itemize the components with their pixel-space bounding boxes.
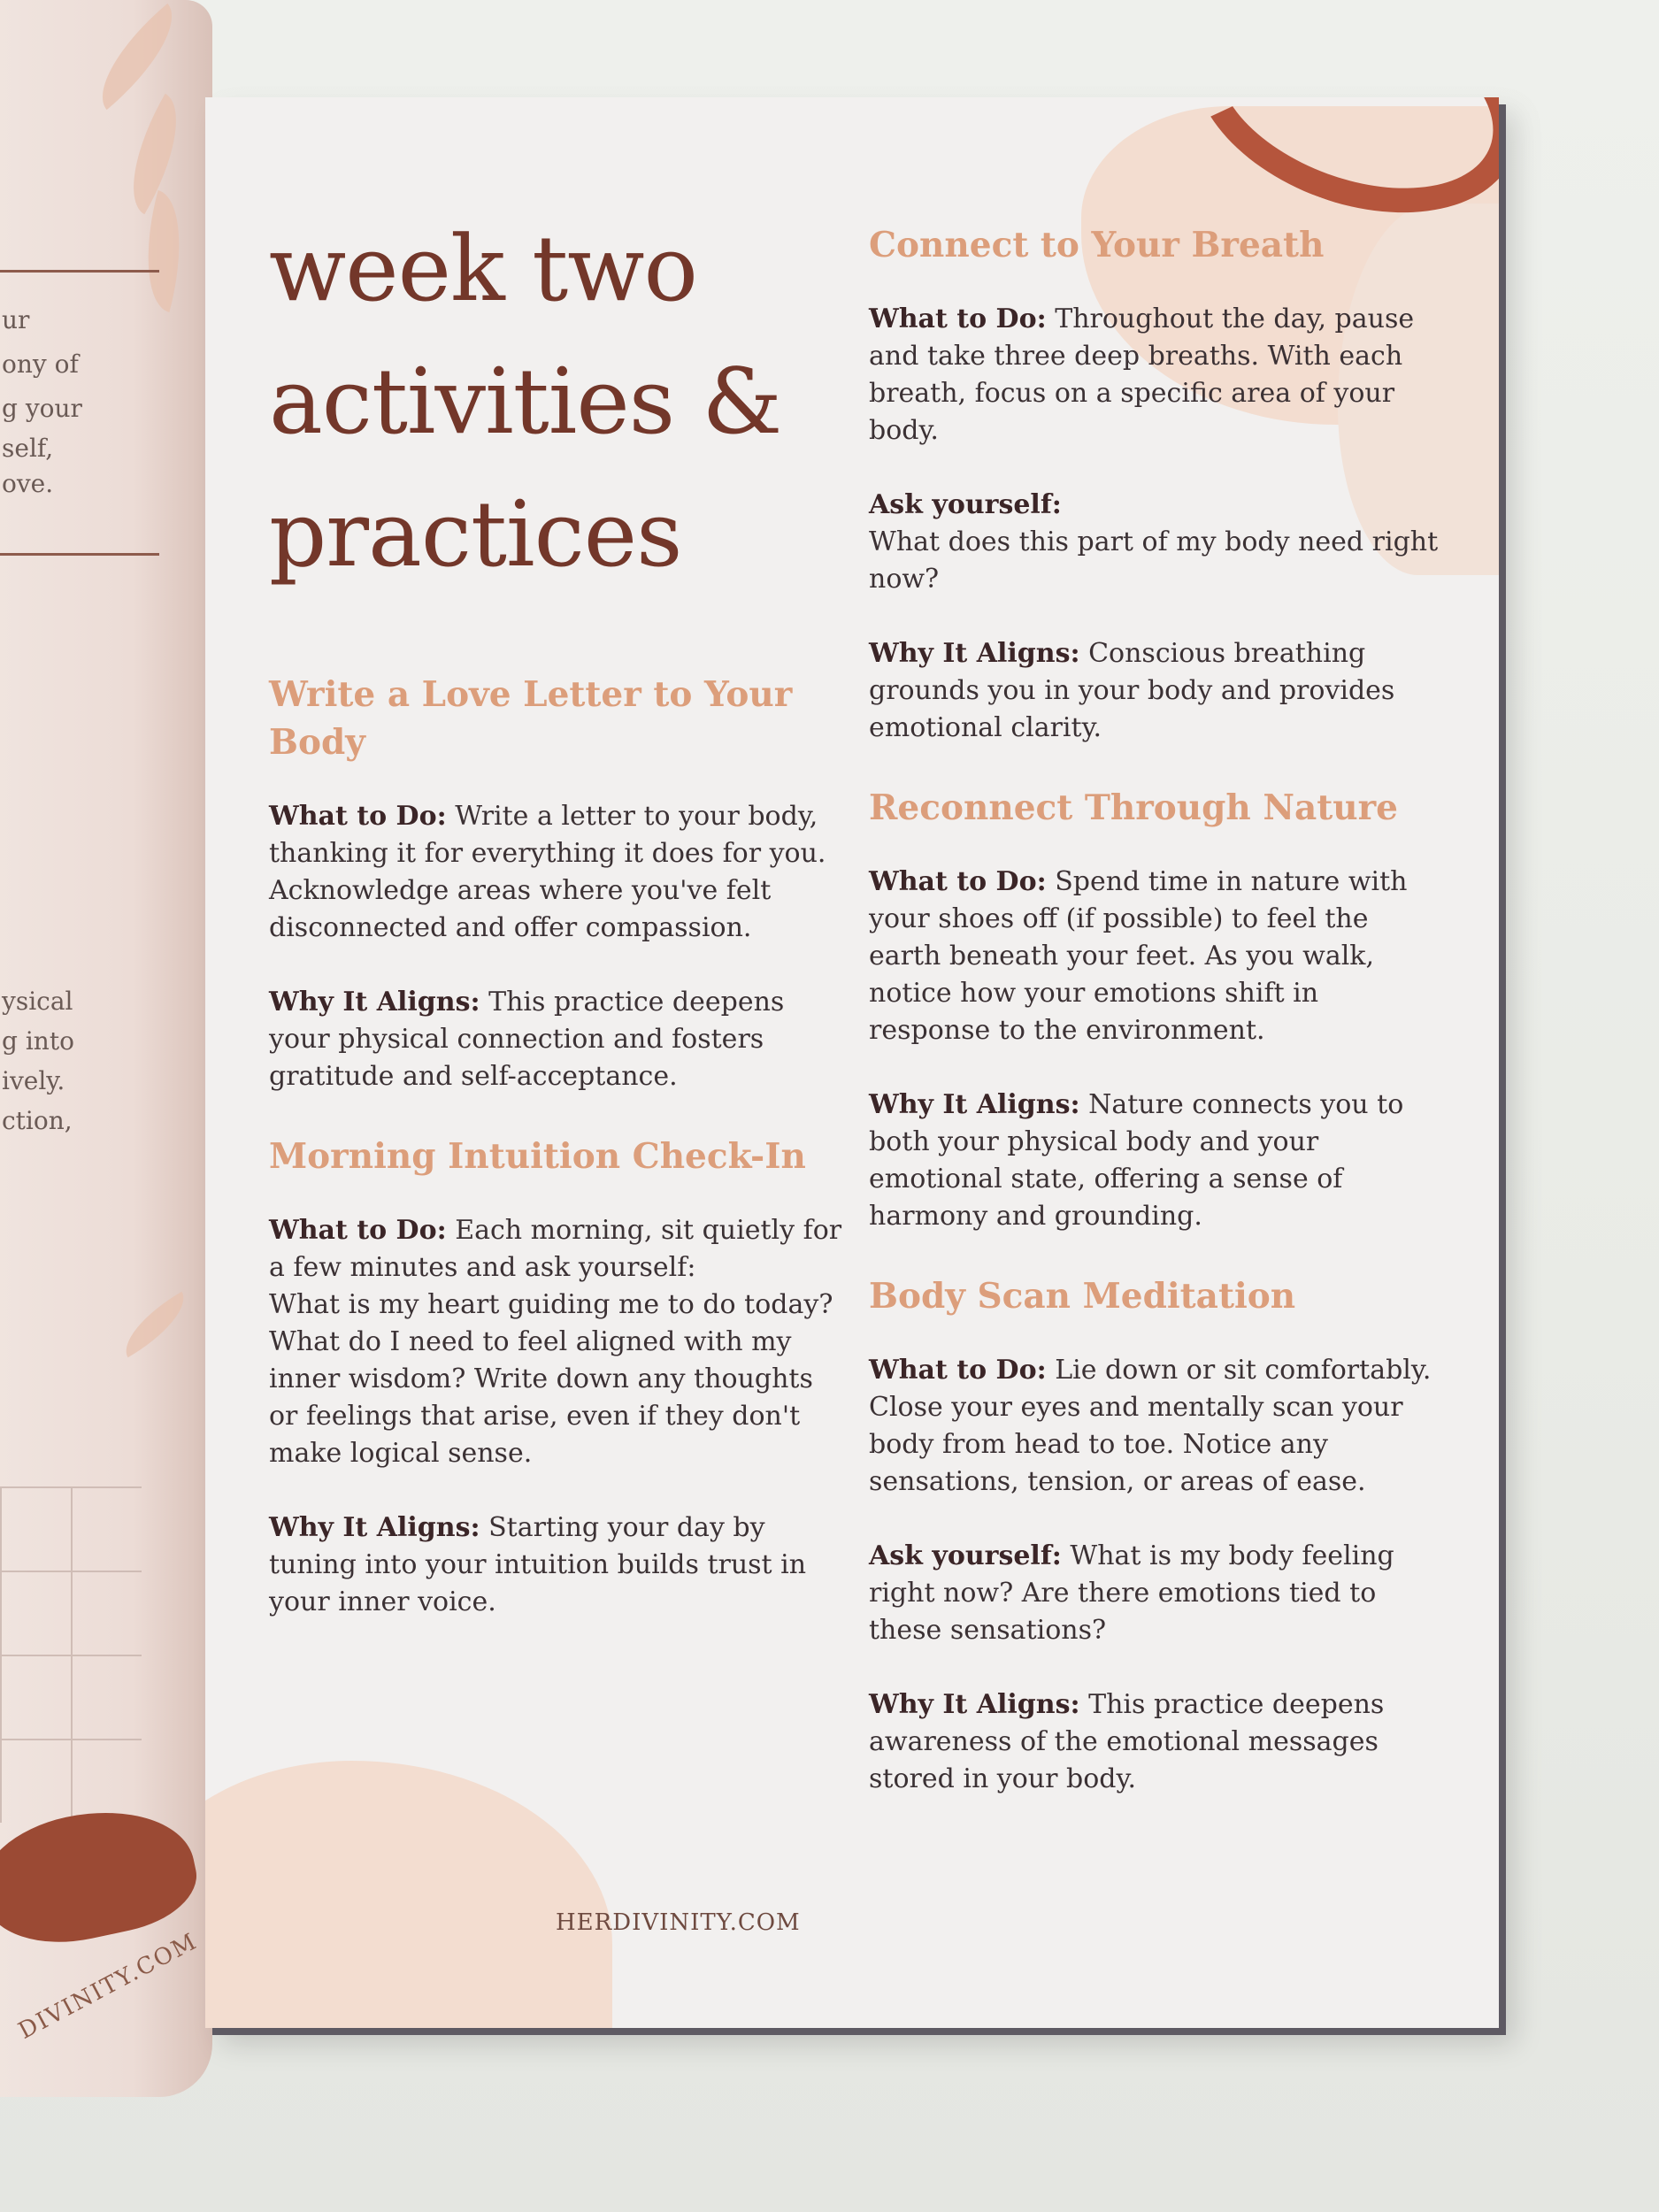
previous-page [0,0,212,2097]
body-text: Each morning, sit quietly for a few minutes and ask yourself: [269,1215,842,1283]
text-fragment: ony of [2,349,79,379]
body-text: What is my heart guiding me to do today? What do I need to feel aligned with my inner wisdom? Write down any thoughts or feelings that arise, even if they don't make logical sense. [269,1289,833,1469]
text-fragment: ur [2,305,30,334]
previous-page-url: DIVINITY.COM [14,1928,203,2045]
label: Why It Aligns: [269,987,480,1018]
body-text: What is my body feeling right now? Are there emotions tied to these sensations? [869,1540,1394,1646]
section-heading: Body Scan Meditation [869,1276,1296,1317]
title-line: practices [269,482,682,588]
text-fragment: ively. [2,1066,65,1095]
what-to-do [269,798,844,947]
label: Why It Aligns: [869,1089,1080,1120]
leaf-decoration [108,94,203,215]
right-column [869,221,1444,1835]
section-body-scan [869,1272,1444,1798]
section-heading: Write a Love Letter to Your Body [269,674,793,763]
label: Ask yourself: [869,1540,1062,1571]
title-line: week two [269,217,697,322]
body-text: Starting your day by tuning into your intuition builds trust in your inner voice. [269,1512,807,1617]
text-fragment: ove. [2,469,54,498]
blob-decoration [205,1761,612,2028]
why-it-aligns [269,984,844,1095]
leaf-decoration [80,4,195,110]
label: What to Do: [869,866,1047,897]
body-text: Throughout the day, pause and take three deep breaths. With each breath, focus on a specific area of your body. [869,303,1415,446]
section-heading: Morning Intuition Check-In [269,1136,806,1177]
section-heading: Connect to Your Breath [869,225,1325,265]
grid-decoration [0,1486,142,1823]
why-it-aligns [269,1509,844,1621]
body-text: Lie down or sit comfortably. Close your eyes and mentally scan your body from head to toe. Notice any sensations, tension, or areas of ease. [869,1355,1432,1497]
label: Why It Aligns: [869,638,1080,669]
why-it-aligns [869,1686,1444,1798]
title-line: activities & [269,349,782,455]
footer-url: HERDIVINITY.COM [556,1909,801,1936]
label: What to Do: [269,801,447,832]
page-title [269,204,844,602]
ask-yourself [869,1538,1444,1649]
text-fragment: self, [2,434,54,463]
text-fragment: ysical [2,987,73,1016]
divider-line [0,270,159,273]
section-nature [869,784,1444,1235]
label: Why It Aligns: [869,1689,1080,1720]
text-fragment: g your [2,394,82,423]
divider-line [0,553,159,556]
section-morning-intuition [269,1133,844,1621]
why-it-aligns [869,1087,1444,1235]
why-it-aligns [869,635,1444,747]
body-text: Nature connects you to both your physical body and your emotional state, offering a sense of harmony and grounding. [869,1089,1404,1232]
label: Ask yourself: [869,489,1062,520]
left-column [269,204,844,1658]
body-text: This practice deepens your physical connection and fosters gratitude and self-acceptance. [269,987,785,1092]
what-to-do [869,864,1444,1049]
what-to-do [269,1212,844,1472]
label: What to Do: [869,303,1047,334]
label: What to Do: [869,1355,1047,1386]
section-breath [869,221,1444,747]
label: Why It Aligns: [269,1512,480,1543]
section-love-letter [269,671,844,1095]
label: What to Do: [269,1215,447,1246]
what-to-do [869,301,1444,449]
section-heading: Reconnect Through Nature [869,787,1398,828]
text-fragment: ction, [2,1106,73,1135]
body-text: This practice deepens awareness of the emotional messages stored in your body. [869,1689,1385,1794]
workbook-page [205,97,1499,2028]
leaf-decoration [113,1292,197,1357]
body-text: Conscious breathing grounds you in your body and provides emotional clarity. [869,638,1395,743]
body-text: Write a letter to your body, thanking it for everything it does for you. Acknowledge areas where you've felt disconnected and offer compassion. [269,801,826,943]
body-text: What does this part of my body need right now? [869,526,1439,595]
what-to-do [869,1352,1444,1501]
body-text: Spend time in nature with your shoes off (if possible) to feel the earth beneath your feet. As you walk, notice how your emotions shift in response to the environment. [869,866,1408,1046]
ask-yourself [869,487,1444,598]
text-fragment: g into [2,1026,74,1056]
